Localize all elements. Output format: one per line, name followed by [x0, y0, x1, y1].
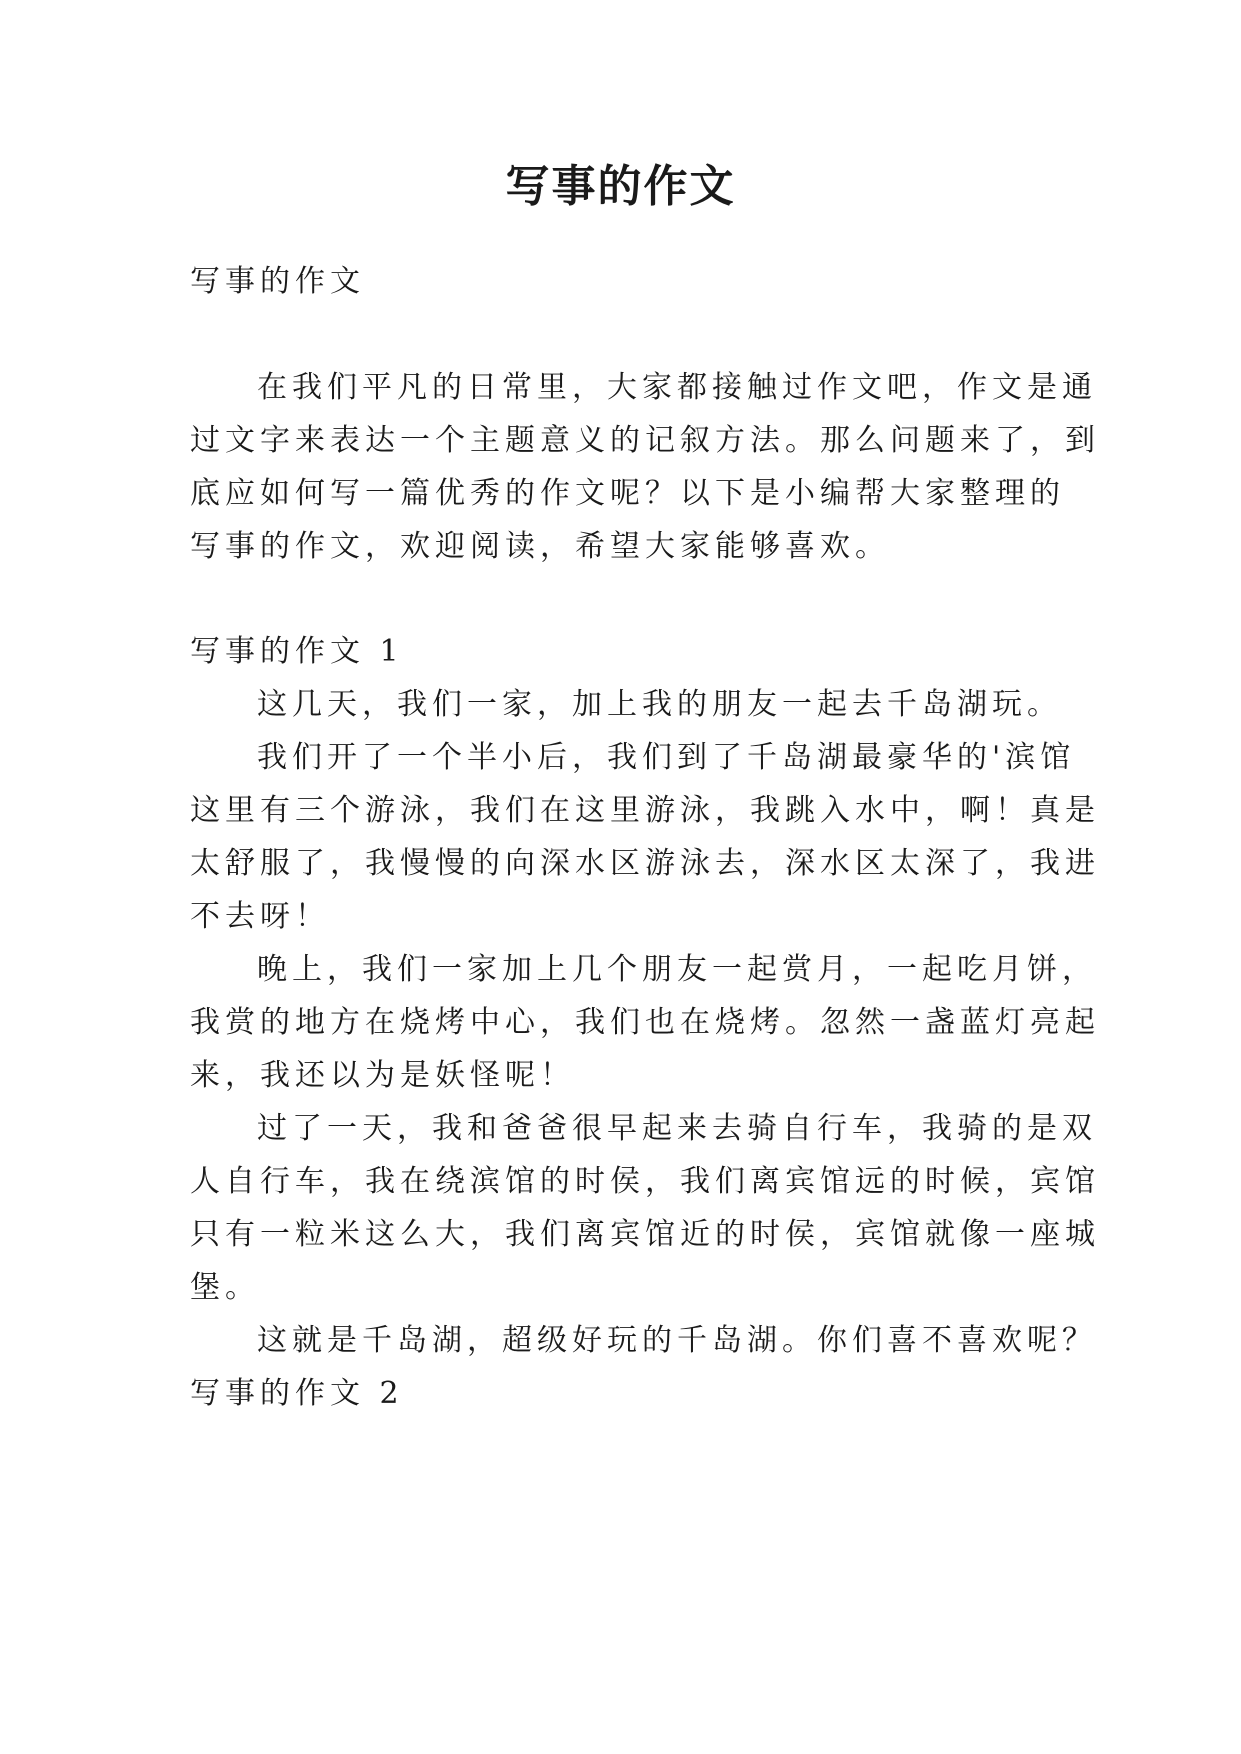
essay1-line: 我们开了一个半小后，我们到了千岛湖最豪华的'滨馆	[257, 740, 1076, 775]
intro-line: 过文字来表达一个主题意义的记叙方法。那么问题来了，到	[190, 423, 1100, 458]
essay2-heading: 写事的作文 2	[190, 1376, 404, 1411]
essay1-line: 不去呀！	[190, 899, 330, 934]
essay1-line: 这就是千岛湖，超级好玩的千岛湖。你们喜不喜欢呢？	[257, 1323, 1097, 1358]
intro-line: 在我们平凡的日常里，大家都接触过作文吧，作文是通	[257, 370, 1097, 405]
document-title: 写事的作文	[505, 161, 736, 212]
essay1-line: 人自行车，我在绕滨馆的时侯，我们离宾馆远的时候，宾馆	[190, 1164, 1100, 1199]
essay1-line: 晚上，我们一家加上几个朋友一起赏月，一起吃月饼，	[257, 952, 1097, 987]
essay1-line: 过了一天，我和爸爸很早起来去骑自行车，我骑的是双	[257, 1111, 1097, 1146]
essay1-line: 太舒服了，我慢慢的向深水区游泳去，深水区太深了，我进	[190, 846, 1100, 881]
subtitle: 写事的作文	[190, 264, 365, 299]
essay1-line: 我赏的地方在烧烤中心，我们也在烧烤。忽然一盏蓝灯亮起	[190, 1005, 1100, 1040]
intro-line: 底应如何写一篇优秀的作文呢？以下是小编帮大家整理的	[190, 476, 1065, 511]
intro-line: 写事的作文，欢迎阅读，希望大家能够喜欢。	[190, 529, 890, 564]
essay1-heading: 写事的作文 1	[190, 634, 404, 669]
essay1-line: 来，我还以为是妖怪呢！	[190, 1058, 575, 1093]
essay1-line: 这几天，我们一家，加上我的朋友一起去千岛湖玩。	[257, 687, 1062, 722]
essay1-line: 这里有三个游泳，我们在这里游泳，我跳入水中，啊！真是	[190, 793, 1100, 828]
essay1-line: 堡。	[190, 1270, 260, 1305]
essay1-line: 只有一粒米这么大，我们离宾馆近的时侯，宾馆就像一座城	[190, 1217, 1100, 1252]
